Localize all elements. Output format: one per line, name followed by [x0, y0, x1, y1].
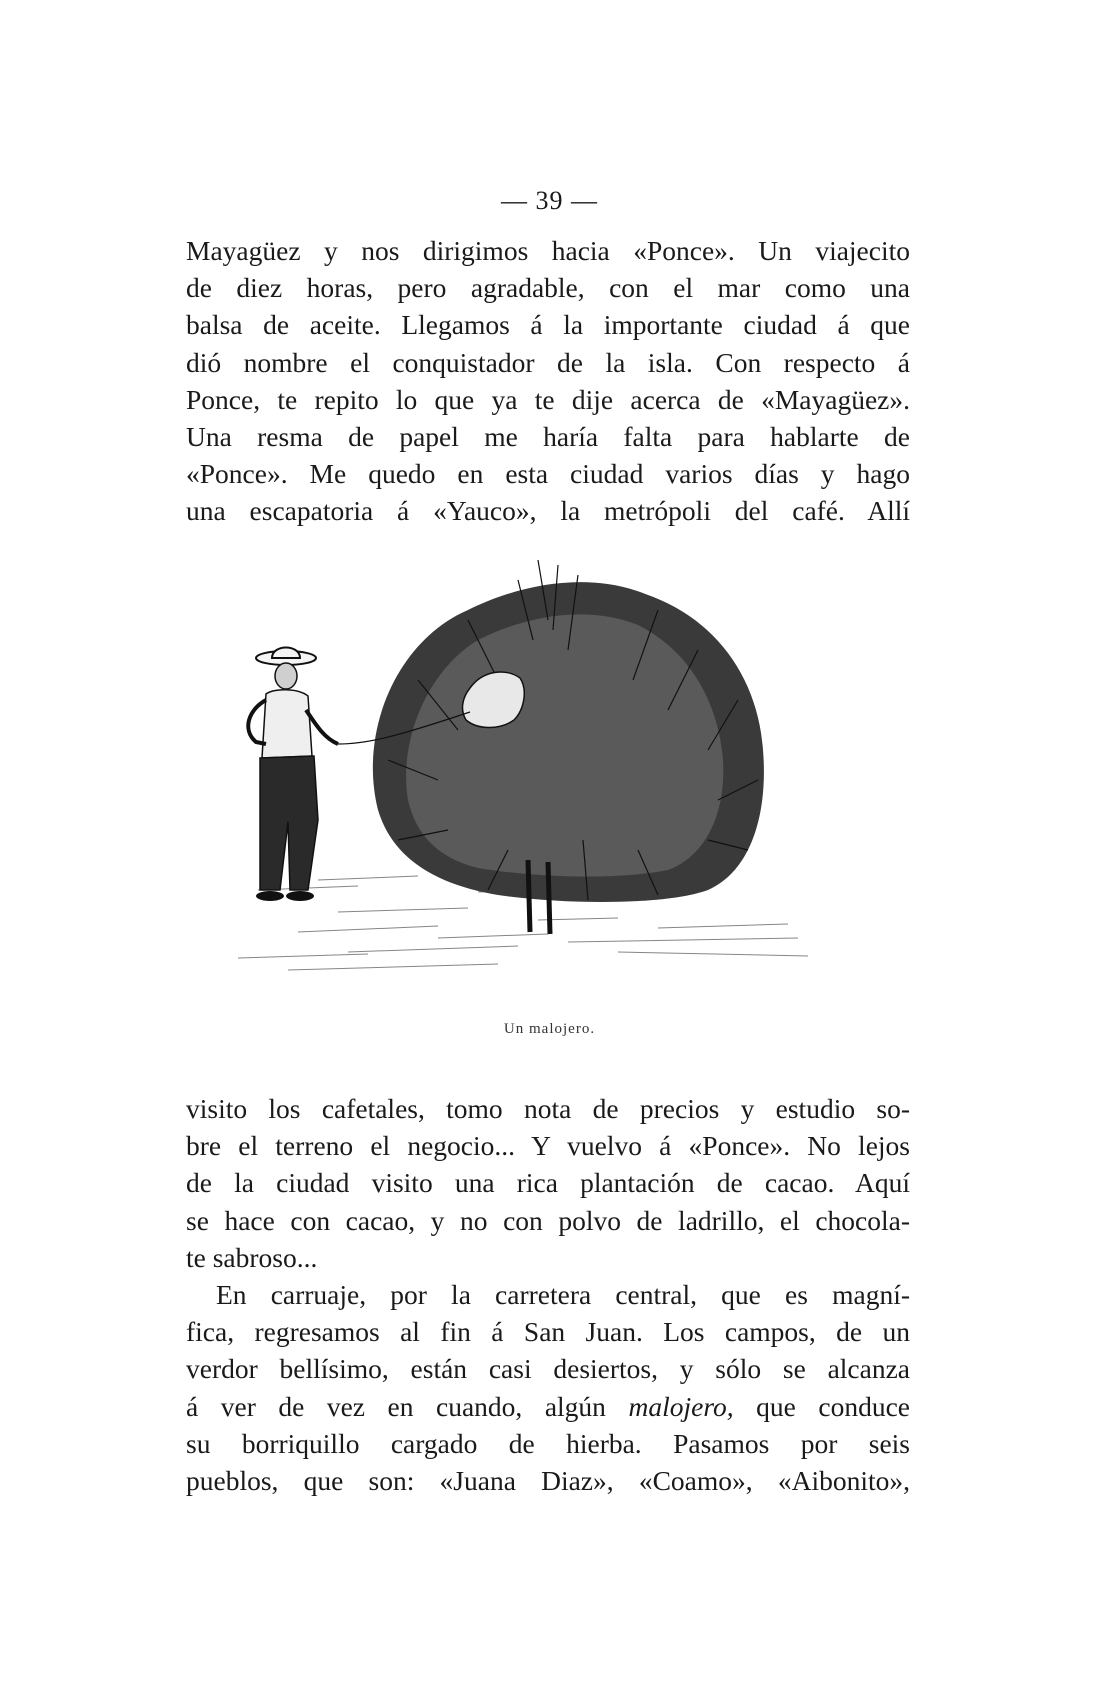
text-line: balsa de aceite. Llegamos á la importante ciudad á que	[186, 309, 910, 341]
text-line: su borriquillo cargado de hierba. Pasamos por seis	[186, 1427, 910, 1459]
text-line: de diez horas, pero agradable, con el mar como una	[186, 272, 910, 304]
text-line: Mayagüez y nos dirigimos hacia «Ponce». Un viajecito	[186, 235, 910, 266]
text-line: se hace con cacao, y no con polvo de ladrillo, el chocola-	[186, 1204, 910, 1236]
page-number: — 39 —	[501, 186, 598, 215]
text-line: fica, regresamos al fin á San Juan. Los campos, de un	[186, 1316, 910, 1348]
italic-word-malojero: malojero,	[628, 1390, 734, 1422]
text-line: Ponce, te repito lo que ya te dije acerca de «Mayagüez».	[186, 383, 910, 415]
text-line: En carruaje, por la carretera central, que es magní-	[216, 1278, 910, 1310]
text-line: Una resma de papel me haría falta para hablarte de	[186, 420, 910, 452]
text-line: «Ponce». Me quedo en esta ciudad varios días y hago	[186, 458, 910, 490]
text-line: bre el terreno el negocio... Y vuelvo á «Ponce». No lejos	[186, 1130, 910, 1162]
text-line: pueblos, que son: «Juana Diaz», «Coamo», «Aibonito»,	[186, 1464, 910, 1496]
text-line: te sabroso...	[186, 1241, 318, 1273]
text-segment: á ver de vez en cuando, algún	[186, 1390, 606, 1422]
bottom-paragraphs	[186, 1090, 910, 1499]
text-line-mixed	[186, 1388, 910, 1425]
engraving-illustration	[238, 560, 878, 1000]
text-line: de la ciudad visito una rica plantación de cacao. Aquí	[186, 1167, 910, 1199]
malojero-illustration	[238, 560, 878, 1000]
figure-caption: Un malojero.	[503, 1021, 596, 1037]
text-line: dió nombre el conquistador de la isla. Con respecto á	[186, 346, 910, 378]
text-line: una escapatoria á «Yauco», la metrópoli del café. Allí	[186, 495, 910, 527]
text-line: verdor bellísimo, están casi desiertos, y sólo se alcanza	[186, 1353, 910, 1385]
text-segment: que conduce	[756, 1390, 911, 1422]
text-line: visito los cafetales, tomo nota de precios y estudio so-	[186, 1093, 910, 1124]
top-paragraph	[186, 232, 910, 530]
